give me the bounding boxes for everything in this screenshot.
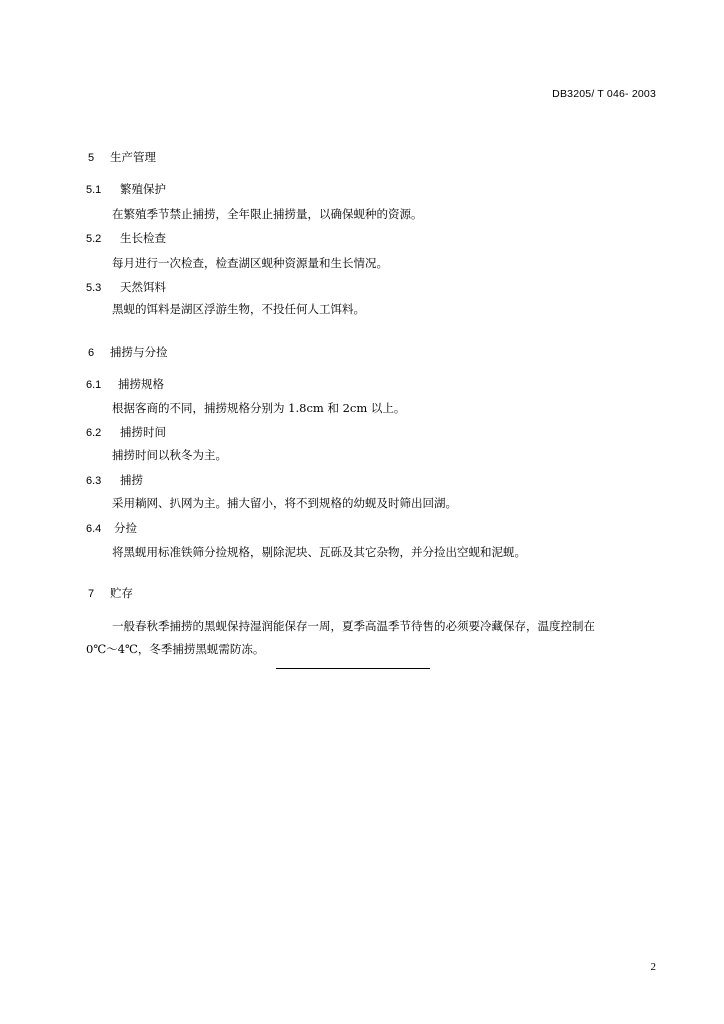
subsection-6-3-heading [86,473,143,488]
subsection-5-2-heading [86,231,166,246]
subsection-5-1-heading [86,182,166,197]
subsection-title: 捕捞 [120,473,143,487]
subsection-6-3-body: 采用耥网、扒网为主。捕大留小，将不到规格的幼蚬及时筛出回湖。 [112,496,457,510]
subsection-6-1-body: 根据客商的不同，捕捞规格分别为 1.8cm 和 2cm 以上。 [112,401,406,415]
document-code: DB3205/ T 046- 2003 [552,88,656,100]
subsection-6-4-heading [86,521,137,536]
subsection-5-2-body: 每月进行一次检查，检查湖区蚬种资源量和生长情况。 [112,256,388,270]
subsection-6-2-heading [86,425,166,440]
section-5-heading [88,150,156,165]
subsection-5-3-body: 黑蚬的饵料是湖区浮游生物，不投任何人工饵料。 [112,302,365,316]
subsection-title: 捕捞时间 [120,425,166,439]
subsection-number: 6.2 [86,427,102,439]
section-title: 捕捞与分捡 [110,345,168,359]
section-6-heading [88,345,168,360]
subsection-title: 捕捞规格 [118,377,164,391]
subsection-5-1-body: 在繁殖季节禁止捕捞，全年限止捕捞量，以确保蚬种的资源。 [112,207,423,221]
subsection-number: 5.3 [86,282,102,294]
section-7-body-line-2: 0℃～4℃，冬季捕捞黑蚬需防冻。 [86,642,265,656]
subsection-number: 5.2 [86,233,102,245]
section-7-heading [88,586,133,601]
subsection-5-3-heading [86,280,166,295]
subsection-title: 繁殖保护 [120,182,166,196]
subsection-title: 天然饵料 [120,280,166,294]
subsection-number: 6.4 [86,523,102,535]
section-7-body-line-1: 一般春秋季捕捞的黑蚬保持湿润能保存一周，夏季高温季节待售的必须要冷藏保存，温度控制在 [112,619,595,633]
subsection-6-4-body: 将黑蚬用标准铁筛分捡规格，剔除泥块、瓦砾及其它杂物，并分捡出空蚬和泥蚬。 [112,545,526,559]
subsection-number: 6.1 [86,379,102,391]
subsection-6-2-body: 捕捞时间以秋冬为主。 [112,448,227,462]
section-number: 7 [88,588,95,600]
end-of-document-rule [276,668,430,669]
subsection-number: 5.1 [86,184,102,196]
subsection-number: 6.3 [86,475,102,487]
section-number: 5 [88,152,95,164]
section-title: 贮存 [110,586,133,600]
subsection-title: 生长检查 [120,231,166,245]
subsection-title: 分捡 [114,521,137,535]
section-title: 生产管理 [110,150,156,164]
section-number: 6 [88,347,95,359]
subsection-6-1-heading [86,377,164,392]
page-number: 2 [650,961,656,973]
